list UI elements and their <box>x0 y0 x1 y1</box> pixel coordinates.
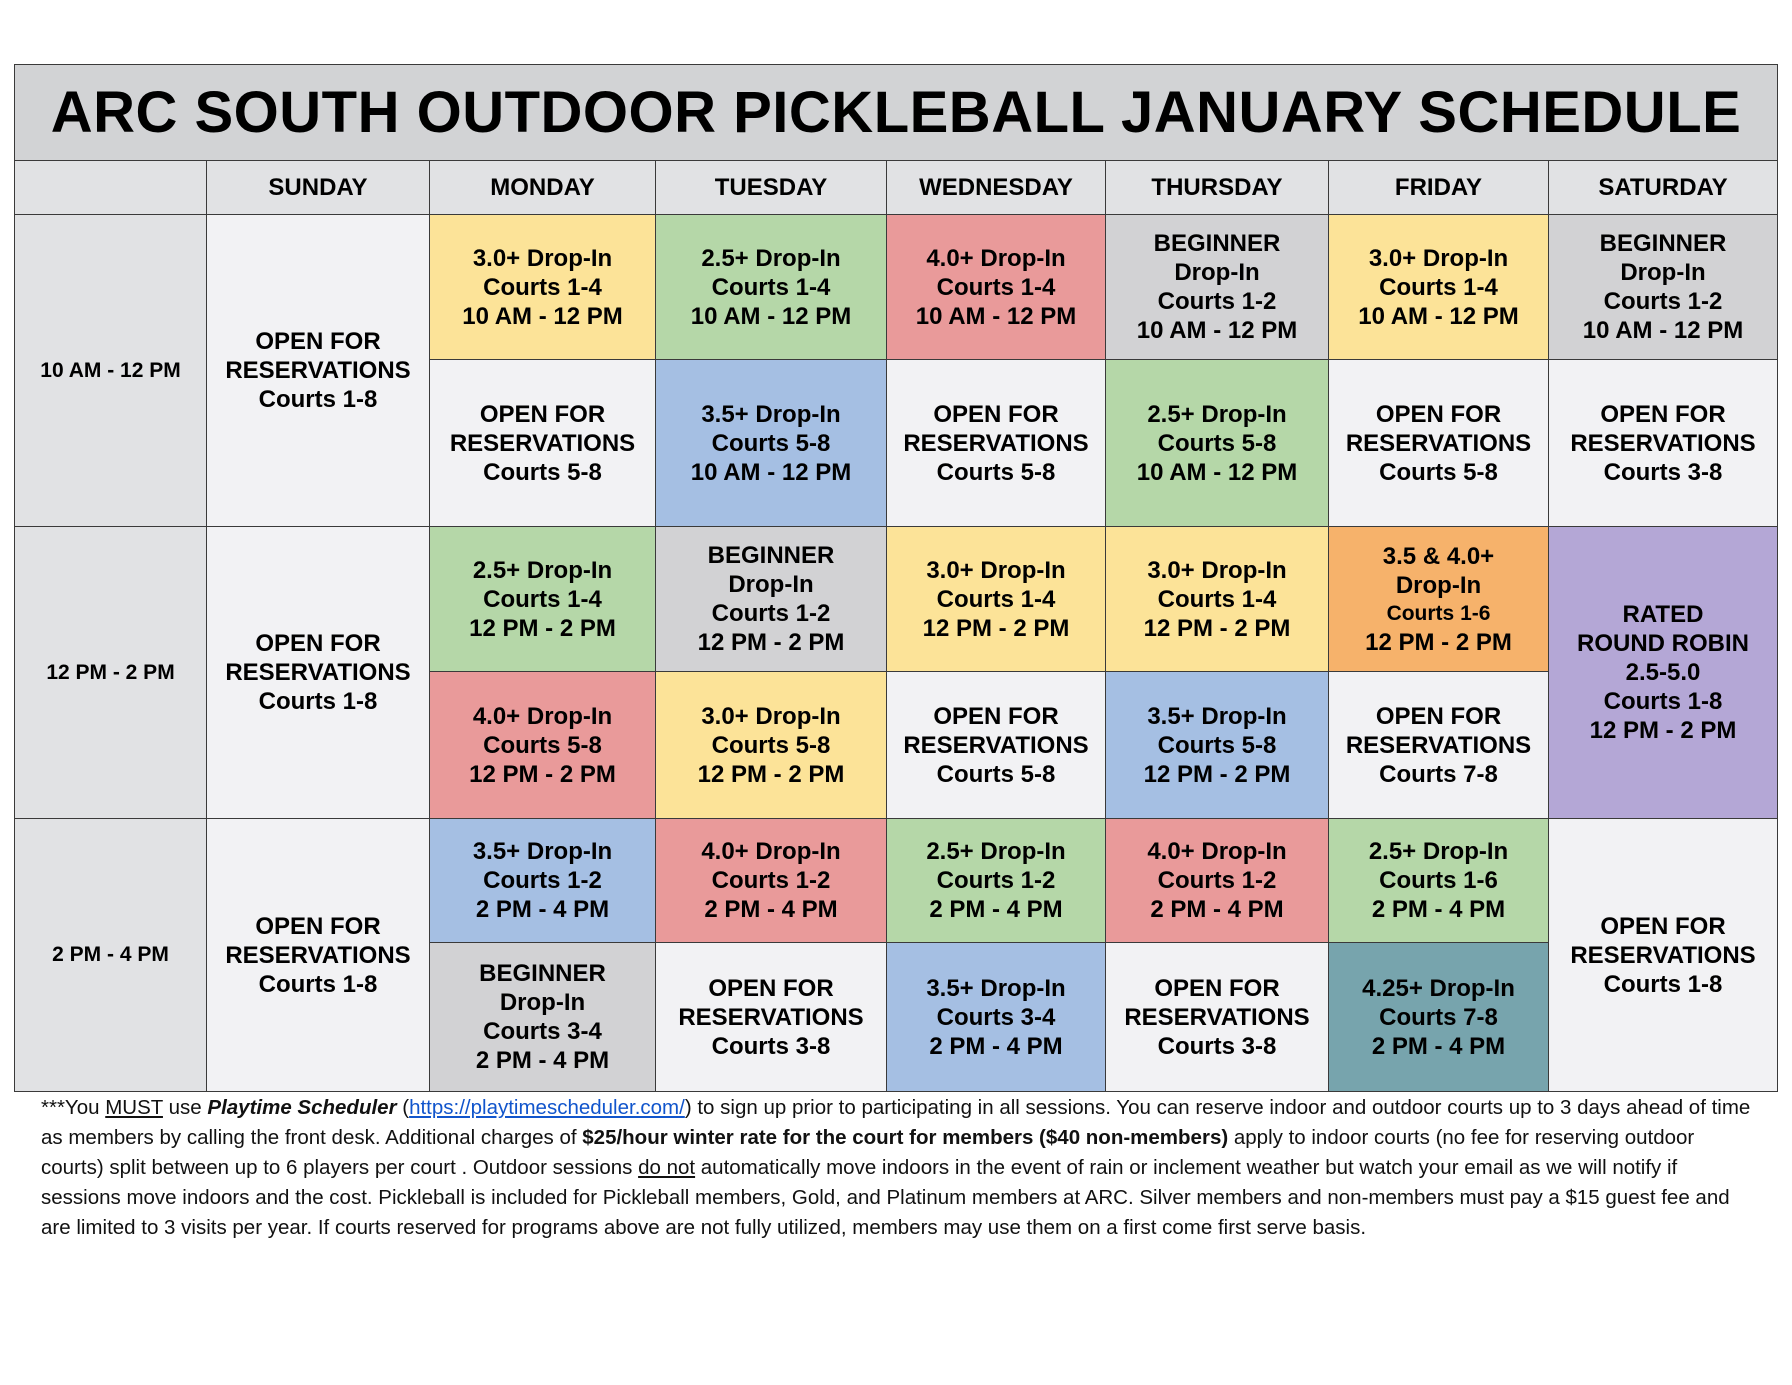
session-line: OPEN FOR <box>255 630 381 657</box>
session-cell <box>430 527 656 672</box>
session-line: Courts 5-8 <box>936 760 1056 788</box>
day-header-monday: MONDAY <box>430 161 656 215</box>
session-line: 2.5+ Drop-In <box>1147 400 1287 428</box>
session-line: BEGINNER <box>1153 230 1281 257</box>
session-cell <box>1106 943 1329 1092</box>
session-line: Courts 1-2 <box>711 867 831 894</box>
header-corner <box>15 161 207 215</box>
session-line: 2.5+ Drop-In <box>1368 838 1509 865</box>
session-line: RESERVATIONS <box>225 357 411 384</box>
session-line: 12 PM - 2 PM <box>469 760 616 788</box>
time-slot-2pm: 2 PM - 4 PM <box>15 819 207 1092</box>
session-line: Courts 1-4 <box>936 273 1056 301</box>
footer-text: apply to indoor courts (no fee for reserving outdoor courts) split between up to 6 players per court . Outdoor sessions <box>41 1126 1695 1179</box>
footer-text: use <box>162 1096 208 1119</box>
session-line: 12 PM - 2 PM <box>922 614 1070 642</box>
session-line: 12 PM - 2 PM <box>1365 628 1512 656</box>
session-line: 12 PM - 2 PM <box>1143 760 1291 788</box>
session-line: OPEN FOR <box>933 400 1059 428</box>
session-line: Courts 5-8 <box>711 429 831 457</box>
session-line: 10 AM - 12 PM <box>915 302 1077 330</box>
scheduler-name: Playtime Scheduler <box>207 1096 397 1119</box>
session-line: Drop-In <box>728 571 814 598</box>
session-line: OPEN FOR <box>255 912 381 940</box>
session-line: RESERVATIONS <box>1345 429 1532 457</box>
session-cell <box>430 943 656 1092</box>
session-line: Courts 1-4 <box>1157 585 1277 613</box>
session-cell <box>1329 527 1549 672</box>
session-cell <box>656 360 887 527</box>
session-line: 3.5 & 4.0+ <box>1382 542 1495 570</box>
session-line: Courts 1-4 <box>483 585 602 613</box>
session-line: 12 PM - 2 PM <box>1143 614 1291 642</box>
session-line: OPEN FOR <box>479 400 606 428</box>
session-cell <box>887 672 1106 819</box>
session-line: Courts 1-2 <box>1157 288 1277 315</box>
session-cell <box>887 527 1106 672</box>
session-line: 2 PM - 4 PM <box>1371 1032 1506 1060</box>
session-line: 3.0+ Drop-In <box>701 702 841 730</box>
session-line: BEGINNER <box>707 542 835 569</box>
session-cell <box>1329 215 1549 360</box>
session-line: 2.5-5.0 <box>1625 659 1701 686</box>
footer-text: automatically move indoors in the event of rain or inclement weather but watch your email as we will notify if sessions move indoors and the cost. Pickleball is included for Pickleball members, Gold, and Platinum members at ARC. Silver members and non-members must pay a $15 guest fee and are limited to 3 visits per year. If courts reserved for programs above are not fully utilized, members may use them on a first come first serve basis. <box>41 1156 1730 1239</box>
session-cell <box>887 215 1106 360</box>
session-line: 2.5+ Drop-In <box>472 556 613 584</box>
session-line: RATED <box>1622 601 1704 628</box>
session-cell <box>430 819 656 943</box>
session-line: Courts 1-4 <box>1379 273 1498 301</box>
session-line: 3.0+ Drop-In <box>926 556 1066 584</box>
session-line: Courts 1-8 <box>258 970 378 998</box>
session-line: OPEN FOR <box>1375 400 1502 428</box>
session-cell <box>656 819 887 943</box>
session-line: Courts 1-4 <box>711 273 831 301</box>
session-line: Courts 1-6 <box>1386 601 1491 625</box>
session-line: 3.5+ Drop-In <box>701 400 841 428</box>
session-line: Courts 7-8 <box>1379 1003 1498 1031</box>
session-line: 4.25+ Drop-In <box>1362 974 1515 1002</box>
session-line: 2 PM - 4 PM <box>1150 896 1284 923</box>
session-line: 10 AM - 12 PM <box>1358 302 1519 330</box>
session-line: Courts 5-8 <box>936 458 1056 486</box>
session-line: 4.0+ Drop-In <box>926 244 1066 272</box>
session-cell <box>656 943 887 1092</box>
day-header-wednesday: WEDNESDAY <box>887 161 1106 215</box>
session-line: 10 AM - 12 PM <box>1136 458 1298 486</box>
session-line: Courts 1-8 <box>258 386 378 413</box>
session-line: Courts 1-2 <box>711 600 831 627</box>
session-line: Courts 3-4 <box>483 1018 602 1045</box>
session-line: Courts 5-8 <box>483 731 602 759</box>
session-line: 3.5+ Drop-In <box>1147 702 1287 730</box>
session-line: Drop-In <box>1174 259 1260 286</box>
session-cell <box>887 943 1106 1092</box>
session-line: OPEN FOR <box>1375 702 1502 730</box>
session-line: RESERVATIONS <box>1345 731 1532 759</box>
day-header-tuesday: TUESDAY <box>656 161 887 215</box>
session-line: Courts 1-4 <box>483 273 602 301</box>
session-line: RESERVATIONS <box>1570 429 1756 457</box>
session-line: 10 AM - 12 PM <box>1582 317 1744 344</box>
session-cell <box>656 215 887 360</box>
session-line: Courts 1-8 <box>258 688 378 715</box>
session-cell <box>1106 672 1329 819</box>
session-line: 10 AM - 12 PM <box>690 302 852 330</box>
day-header-friday: FRIDAY <box>1329 161 1549 215</box>
session-line: RESERVATIONS <box>1570 941 1756 969</box>
session-line: 10 AM - 12 PM <box>690 458 852 486</box>
session-line: RESERVATIONS <box>225 941 411 969</box>
session-cell <box>1106 360 1329 527</box>
page-title: ARC SOUTH OUTDOOR PICKLEBALL JANUARY SCHEDULE <box>15 65 1778 161</box>
session-line: BEGINNER <box>479 960 606 987</box>
time-slot-10am: 10 AM - 12 PM <box>15 215 207 527</box>
session-line: 2 PM - 4 PM <box>475 1047 610 1074</box>
session-line: 2 PM - 4 PM <box>929 896 1063 923</box>
session-line: Courts 3-8 <box>1157 1032 1277 1060</box>
session-line: Drop-In <box>499 989 586 1016</box>
session-line: Courts 5-8 <box>1157 429 1277 457</box>
footer-note <box>41 1093 1761 1243</box>
session-line: Courts 1-4 <box>936 585 1056 613</box>
scheduler-link[interactable]: https://playtimescheduler.com/ <box>409 1096 685 1119</box>
session-cell <box>1329 819 1549 943</box>
session-line: Courts 7-8 <box>1379 760 1498 788</box>
session-line: OPEN FOR <box>1600 912 1726 940</box>
winter-rate: $25/hour winter rate for the court for members ($40 non-members) <box>582 1126 1229 1149</box>
session-line: 3.0+ Drop-In <box>1147 556 1287 584</box>
session-line: RESERVATIONS <box>449 429 636 457</box>
session-cell <box>207 527 430 819</box>
session-line: OPEN FOR <box>255 328 381 355</box>
session-line: RESERVATIONS <box>678 1003 864 1031</box>
session-cell <box>1106 215 1329 360</box>
session-line: Courts 1-2 <box>1157 867 1277 894</box>
footer-must: MUST <box>105 1096 163 1119</box>
session-line: OPEN FOR <box>1600 400 1726 428</box>
session-line: Courts 5-8 <box>711 731 831 759</box>
session-line: Courts 1-8 <box>1603 970 1723 998</box>
session-cell <box>430 215 656 360</box>
session-line: 2 PM - 4 PM <box>475 896 610 923</box>
session-line: 3.0+ Drop-In <box>1368 244 1509 272</box>
session-line: RESERVATIONS <box>1124 1003 1310 1031</box>
session-line: Courts 1-8 <box>1603 688 1723 715</box>
session-line: 2 PM - 4 PM <box>929 1032 1063 1060</box>
session-cell <box>1549 360 1778 527</box>
session-cell <box>1329 672 1549 819</box>
day-header-sunday: SUNDAY <box>207 161 430 215</box>
session-cell <box>430 672 656 819</box>
time-slot-12pm: 12 PM - 2 PM <box>15 527 207 819</box>
day-header-saturday: SATURDAY <box>1549 161 1778 215</box>
session-cell <box>887 360 1106 527</box>
footer-text: ) to sign up prior to participating in all sessions. You can reserve indoor and outdoor courts up to 3 days ahead of time as members by calling the front desk. Additional charges of <box>41 1096 1751 1149</box>
session-line: Courts 3-4 <box>936 1003 1056 1031</box>
session-cell <box>1329 360 1549 527</box>
session-line: 3.5+ Drop-In <box>472 838 613 865</box>
session-line: 4.0+ Drop-In <box>472 702 613 730</box>
session-cell <box>1329 943 1549 1092</box>
session-line: 4.0+ Drop-In <box>1147 838 1287 865</box>
session-line: RESERVATIONS <box>225 659 411 686</box>
session-line: 4.0+ Drop-In <box>701 838 841 865</box>
footer-do-not: do not <box>638 1156 696 1179</box>
session-cell <box>430 360 656 527</box>
session-line: 2.5+ Drop-In <box>926 838 1066 865</box>
session-line: OPEN FOR <box>1154 974 1280 1002</box>
session-line: 2 PM - 4 PM <box>1371 896 1506 923</box>
session-line: 3.0+ Drop-In <box>472 244 613 272</box>
session-line: 2.5+ Drop-In <box>701 244 841 272</box>
session-line: 12 PM - 2 PM <box>469 614 616 642</box>
session-line: ROUND ROBIN <box>1577 630 1749 657</box>
session-line: Courts 3-8 <box>711 1032 831 1060</box>
session-cell <box>1106 819 1329 943</box>
session-cell <box>1549 215 1778 360</box>
session-line: 12 PM - 2 PM <box>697 629 845 656</box>
session-line: 12 PM - 2 PM <box>1589 717 1737 744</box>
footer-text: ***You <box>41 1096 106 1119</box>
session-line: OPEN FOR <box>933 702 1059 730</box>
session-line: Courts 3-8 <box>1603 458 1723 486</box>
schedule-table <box>14 64 1778 1092</box>
session-line: RESERVATIONS <box>903 731 1089 759</box>
session-line: OPEN FOR <box>708 974 834 1002</box>
session-line: Drop-In <box>1395 571 1482 599</box>
session-line: 12 PM - 2 PM <box>697 760 845 788</box>
session-line: RESERVATIONS <box>903 429 1089 457</box>
session-cell <box>1549 819 1778 1092</box>
session-cell <box>887 819 1106 943</box>
session-line: Drop-In <box>1620 259 1706 286</box>
session-cell <box>656 672 887 819</box>
session-cell <box>207 215 430 527</box>
session-line: BEGINNER <box>1599 230 1727 257</box>
session-line: Courts 1-2 <box>483 867 602 894</box>
session-line: Courts 5-8 <box>1379 458 1498 486</box>
session-line: 3.5+ Drop-In <box>926 974 1066 1002</box>
session-line: Courts 1-2 <box>936 867 1056 894</box>
session-line: 2 PM - 4 PM <box>704 896 838 923</box>
session-line: Courts 5-8 <box>483 458 602 486</box>
session-cell <box>1549 527 1778 819</box>
session-line: 10 AM - 12 PM <box>1136 317 1298 344</box>
day-header-thursday: THURSDAY <box>1106 161 1329 215</box>
session-line: Courts 1-2 <box>1603 288 1723 315</box>
session-cell <box>656 527 887 672</box>
session-line: 10 AM - 12 PM <box>462 302 623 330</box>
session-cell <box>1106 527 1329 672</box>
session-line: Courts 5-8 <box>1157 731 1277 759</box>
session-cell <box>207 819 430 1092</box>
session-line: Courts 1-6 <box>1379 867 1498 894</box>
footer-text: ( <box>396 1096 410 1119</box>
